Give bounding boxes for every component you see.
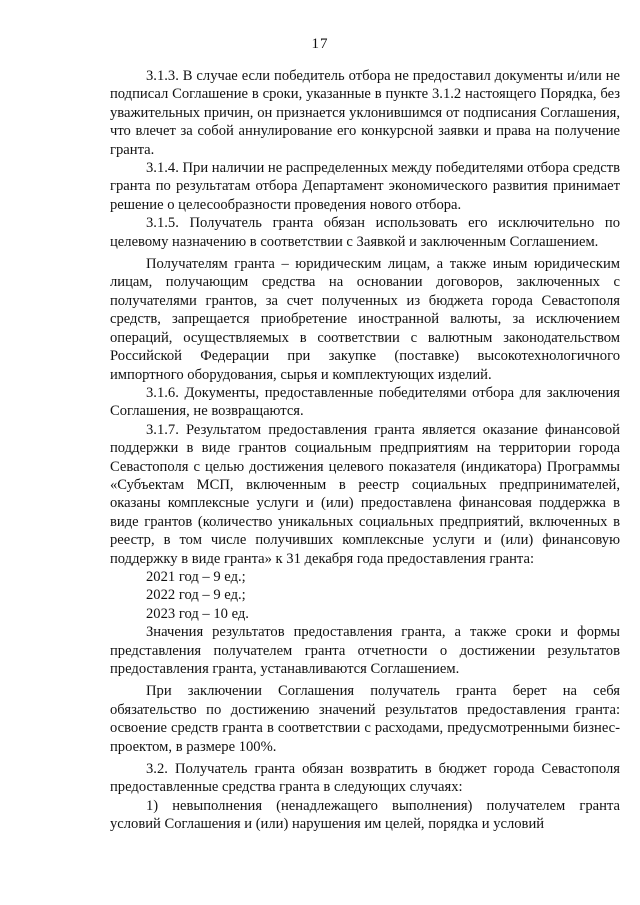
paragraph-3-1-3: 3.1.3. В случае если победитель отбора не предоставил документы и/или не подписал Соглашение в сроки, указанные в пункте 3.1.2 настоящего Порядка, без уважительных причин, он признается уклонившимся от подписания Соглашения, что влечет за собой аннулирование его конкурсной заявки и права на получение гранта. [110,68,620,158]
page-number: 17 [311,36,329,52]
paragraph-results-values: Значения результатов предоставления гранта, а также сроки и формы представления получателем гранта отчетности о достижении результатов предоставления гранта, устанавливаются Соглашением. [110,624,620,677]
paragraph-currency-restriction: Получателям гранта – юридическим лицам, а также иным юридическим лицам, получающим средства на основании договоров, заключенных с получателями грантов, за счет полученных из бюджета города Севастополя средств, запрещается приобретение иностранной валюты, за исключением операций, осуществляемых в соответствии с валютным законодательством Российской Федерации при закупке (поставке) высокотехнологичного импортного оборудования, сырья и комплектующих изделий. [110,256,620,383]
list-item: 2023 год – 10 ед. [146,605,249,622]
document-body [110,67,620,834]
paragraph-3-2: 3.2. Получатель гранта обязан возвратить в бюджет города Севастополя предоставленные средства гранта в следующих случаях: [110,761,620,796]
paragraph-3-1-5: 3.1.5. Получатель гранта обязан использовать его исключительно по целевому назначению в соответствии с Заявкой и заключенным Соглашением. [110,215,620,250]
paragraph-obligation: При заключении Соглашения получатель гранта берет на себя обязательство по достижению значений результатов предоставления гранта: освоение средств гранта в соответствии с расходами, предусмотренными бизнес-проектом, в размере 100%. [110,683,620,755]
list-item: 2022 год – 9 ед.; [146,587,246,604]
paragraph-3-1-4: 3.1.4. При наличии не распределенных между победителями отбора средств гранта по результатам отбора Департамент экономического развития принимает решение о целесообразности проведения нового отбора. [110,160,620,213]
paragraph-3-2-item-1: 1) невыполнения (ненадлежащего выполнения) получателем гранта условий Соглашения и (или) нарушения им целей, порядка и условий [110,797,620,833]
target-values-list [110,568,620,623]
list-item: 2021 год – 9 ед.; [146,568,246,585]
paragraph-3-1-7: 3.1.7. Результатом предоставления гранта является оказание финансовой поддержки в виде грантов социальным предприятиям на территории города Севастополя с целью достижения целевого показателя (индикатора) Программы «Субъектам МСП, включенным в реестр социальных предпринимателей, оказаны комплексные услуги и (или) предоставлена финансовая поддержка в виде грантов (количество уникальных социальных предприятий, включенных в реестр, в том числе получивших комплексные услуги и (или) финансовую поддержку в виде гранта» к 31 декабря года предоставления гранта: [110,421,620,567]
paragraph-3-1-6: 3.1.6. Документы, предоставленные победителями отбора для заключения Соглашения, не возвращаются. [110,384,620,420]
